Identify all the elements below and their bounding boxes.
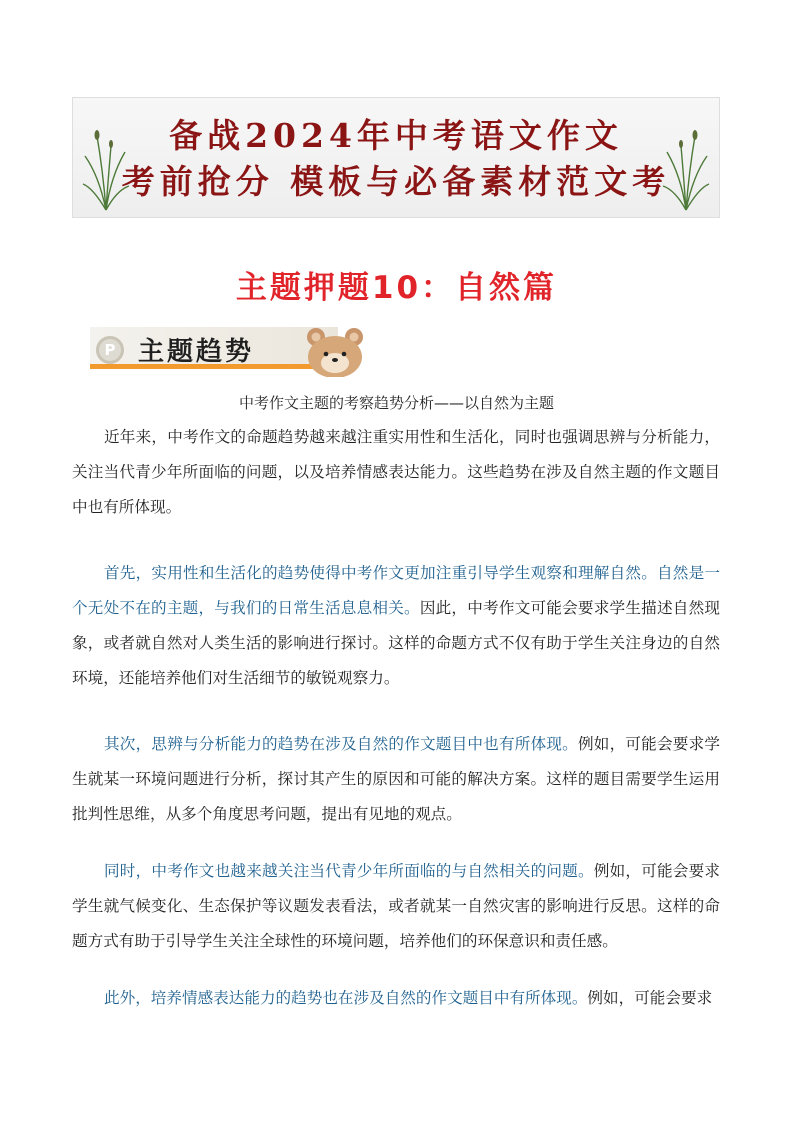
paragraph-text: 例如，可能会要求 bbox=[587, 989, 713, 1007]
section-banner bbox=[90, 319, 393, 376]
banner-line-2: 考前抢分 模板与必备素材范文考 bbox=[121, 162, 671, 201]
bear-mascot-icon bbox=[298, 323, 372, 377]
paragraph-text: 因此，中考作文可能会要求学生描述自然现象，或者就自然对人类生活的影响进行探讨。这样的命题方式不仅有助于学生关注身边的自然环境，还能培养他们对生活细节的敏锐观察力。 bbox=[72, 599, 720, 687]
paragraph-lead: 此外，培养情感表达能力的趋势也在涉及自然的作文题目中有所体现。 bbox=[104, 989, 588, 1007]
paragraph-text: 例如，可能会要求学生就某一环境问题进行分析，探讨其产生的原因和可能的解决方案。这样的题目需要学生运用批判性思维，从多个角度思考问题，提出有见地的观点。 bbox=[72, 735, 720, 823]
paragraph-5 bbox=[72, 981, 720, 1016]
paragraph-text: 近年来，中考作文的命题趋势越来越注重实用性和生活化，同时也强调思辨与分析能力，关注当代青少年所面临的问题，以及培养情感表达能力。这些趋势在涉及自然主题的作文题目中也有所体现。 bbox=[72, 428, 720, 516]
paragraph-text: 例如，可能会要求学生就气候变化、生态保护等议题发表看法，或者就某一自然灾害的影响进行反思。这样的命题方式有助于引导学生关注全球性的环境问题，培养他们的环保意识和责任感。 bbox=[72, 862, 720, 950]
subtitle: 中考作文主题的考察趋势分析——以自然为主题 bbox=[238, 394, 554, 412]
paragraph-lead: 其次，思辨与分析能力的趋势在涉及自然的作文题目中也有所体现。 bbox=[104, 735, 578, 753]
paragraph-3 bbox=[72, 727, 720, 832]
paragraph-2 bbox=[72, 556, 720, 696]
paragraph-lead: 首先，实用性和生活化的趋势使得中考作文更加注重引导学生观察和理解自然。自然是一个无处不在的主题，与我们的日常生活息息相关。 bbox=[72, 564, 720, 617]
page-title: 主题押题10：自然篇 bbox=[235, 270, 558, 306]
paragraph-lead: 同时，中考作文也越来越关注当代青少年所面临的与自然相关的问题。 bbox=[104, 862, 594, 880]
coin-p-icon: P bbox=[96, 336, 124, 364]
paragraph-4 bbox=[72, 854, 720, 959]
paragraph-1 bbox=[72, 420, 720, 525]
section-label: 主题趋势 bbox=[138, 337, 255, 367]
header-banner bbox=[72, 97, 720, 218]
banner-line-1: 备战2024年中考语文作文 bbox=[169, 116, 623, 155]
